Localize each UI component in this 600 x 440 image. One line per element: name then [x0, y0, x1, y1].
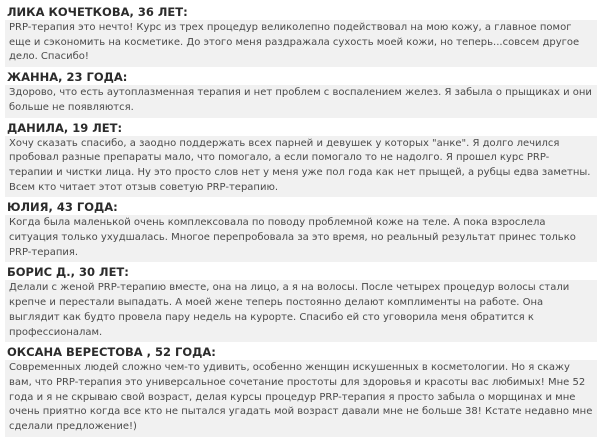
reviewer-name: ЮЛИЯ, 43 ГОДА:: [7, 200, 118, 215]
review-item: [5, 121, 597, 198]
reviewer-name: ЛИКА КОЧЕТКОВА, 36 ЛЕТ:: [7, 5, 188, 19]
review-item: [5, 5, 597, 67]
review-item: [5, 265, 597, 342]
review-text: Когда была маленькой очень комплексовала по поводу проблемной коже на теле. А пока взрослела ситуация только ухудшалась. Многое перепробовала за это время, но реальный результат принес только PRP-терапия.: [5, 215, 597, 262]
reviews-list: [5, 5, 597, 440]
reviewer-name: ДАНИЛА, 19 ЛЕТ:: [7, 120, 123, 135]
reviewer-name: ОКСАНА ВЕРЕСТОВА , 52 ГОДА:: [7, 345, 216, 360]
review-text: Здорово, что есть аутоплазменная терапия и нет проблем с воспалением желез. Я забыла о прыщиках и они больше не появляются.: [5, 85, 597, 117]
review-item: [5, 345, 597, 437]
review-text: Хочу сказать спасибо, а заодно поддержать всех парней и девушек у которых "анке". Я долго лечился пробовал разные препараты мало, что помогало, а если помогало то не надолго. Я прошел курс PRP-терапии и чистки лица. Ну это просто слов нет у меня уже пол года как нет прыщей, а рубцы едва заметны. Всем кто читает этот отзыв советую PRP-терапию.: [5, 136, 597, 198]
reviewer-name: ЖАННА, 23 ГОДА:: [7, 70, 128, 85]
review-item: [5, 70, 597, 117]
review-text: PRP-терапия это нечто! Курс из трех процедур великолепно подействовал на мою кожу, а главное помог еще и сэкономить на косметике. До этого меня раздражала сухость моей кожи, но теперь...совсем другое дело. Спасибо!: [5, 20, 597, 67]
review-text: Современных людей сложно чем-то удивить, особенно женщин искушенных в косметологии. Но я скажу вам, что PRP-терапия это универсальное сочетание простоты для здоровья и красоты вас любимых! Мне 52 года и я не скрываю свой возраст, делая курсы процедур PRP-терапия я просто забыла о морщинах и мне очень приятно когда все кто не пытался угадать мой возраст давали мне не больше 38! Кстате недавно мне сделали предложение!): [5, 360, 597, 437]
review-item: [5, 200, 597, 262]
reviewer-name: БОРИС Д., 30 ЛЕТ:: [7, 265, 129, 280]
review-text: Делали с женой PRP-терапию вместе, она на лицо, а я на волосы. После четырех процедур волосы стали крепче и перестали выпадать. А моей жене теперь постоянно делают комплименты на работе. Она выглядит как будто провела пару недель на курорте. Спасибо ей сто уговорила меня обратится к профессионалам.: [5, 280, 597, 342]
